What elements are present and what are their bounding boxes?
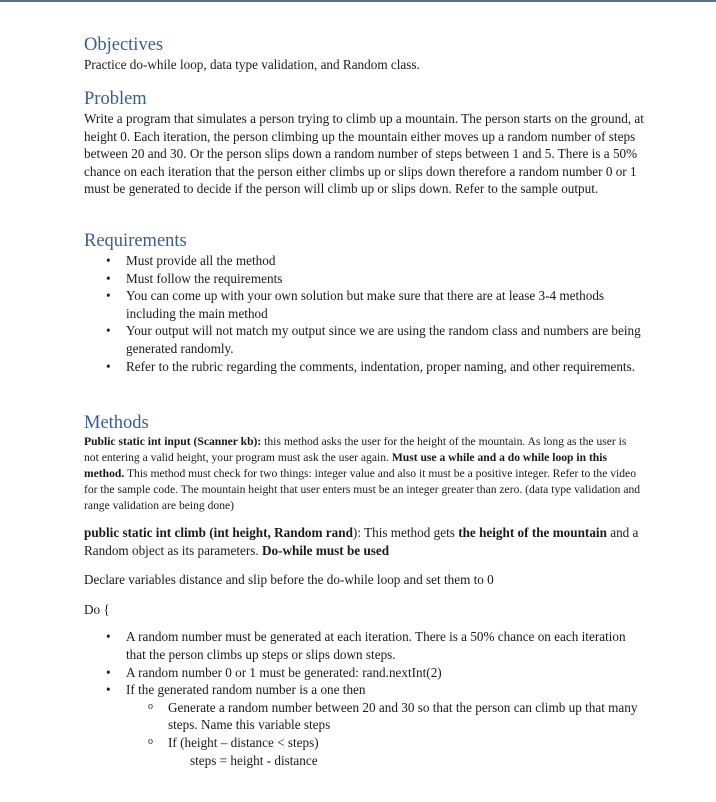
climb-text-1: This method gets (360, 525, 459, 540)
problem-heading: Problem (84, 89, 147, 109)
climb-text-2: and a Random object as its parameters. (84, 525, 639, 558)
objectives-heading: Objectives (84, 35, 164, 55)
method-bullet-item: • If the generated random number is a one then (84, 681, 644, 699)
methods-bullet-list (84, 628, 644, 698)
climb-paren: ): (352, 525, 361, 540)
methods-heading: Methods (84, 413, 149, 433)
climb-bold-2: Do-while must be used (261, 542, 390, 558)
input-text-2: This method must check for two things: integer value and also it must be a positive integer. Refer to the video for the sample code. The mountain height that user enters must be an integer greater than zero. (data type validation and range validation are being done) (84, 467, 641, 512)
climb-method-description (84, 524, 644, 559)
steps-assignment-line: steps = height - distance (190, 752, 318, 768)
requirement-item: • Refer to the rubric regarding the comments, indentation, proper naming, and other requirements. (84, 358, 644, 376)
requirements-list (84, 252, 644, 375)
problem-text: Write a program that simulates a person trying to climb up a mountain. The person starts on the ground, at height 0. Each iteration, the person climbing up the mountain either moves up a random number of steps between 20 and 30. Or the person slips down a random number of steps between 1 and 5. There is a 50% chance on each iteration that the person either climbs up or slips down therefore a random number 0 or 1 must be generated to decide if the person will climb up or slips down. Refer to the sample output. (84, 111, 644, 197)
input-bold-requirement: Must use a while and a do while loop in this method. (84, 451, 607, 480)
climb-method-signature: public static int climb (int height, Random rand (84, 525, 353, 540)
requirement-item: • Must follow the requirements (84, 270, 644, 288)
requirement-item: • Must provide all the method (84, 252, 644, 270)
objectives-section (84, 34, 644, 74)
method-sub-item: o Generate a random number between 20 and 30 so that the person can climb up that many steps. Name this variable steps (84, 699, 644, 734)
requirements-heading: Requirements (84, 231, 187, 251)
methods-sub-list (84, 699, 644, 752)
method-bullet-item: • A random number 0 or 1 must be generated: rand.nextInt(2) (84, 664, 644, 682)
climb-bold-1: the height of the mountain (458, 525, 607, 540)
do-line: Do { (84, 601, 110, 617)
method-sub-item: o If (height – distance < steps) (84, 734, 644, 752)
input-text-1: this method asks the user for the height of the mountain. As long as the user is not entering a valid height, your program must ask the user again. (84, 435, 627, 464)
methods-section (84, 412, 644, 769)
top-border (0, 0, 716, 2)
problem-section (84, 88, 644, 198)
input-method-description (84, 434, 644, 514)
requirements-section (84, 230, 644, 375)
requirement-item: • You can come up with your own solution but make sure that there are at lease 3-4 methods including the main method (84, 287, 644, 322)
requirement-item: • Your output will not match my output since we are using the random class and numbers are being generated randomly. (84, 322, 644, 357)
input-method-signature: Public static int input (Scanner kb): (84, 435, 262, 448)
declare-variables-text: Declare variables distance and slip before the do-while loop and set them to 0 (84, 572, 494, 588)
objectives-text: Practice do-while loop, data type validation, and Random class. (84, 57, 420, 72)
method-bullet-item: • A random number must be generated at each iteration. There is a 50% chance on each iteration that the person climbs up steps or slips down steps. (84, 628, 644, 663)
